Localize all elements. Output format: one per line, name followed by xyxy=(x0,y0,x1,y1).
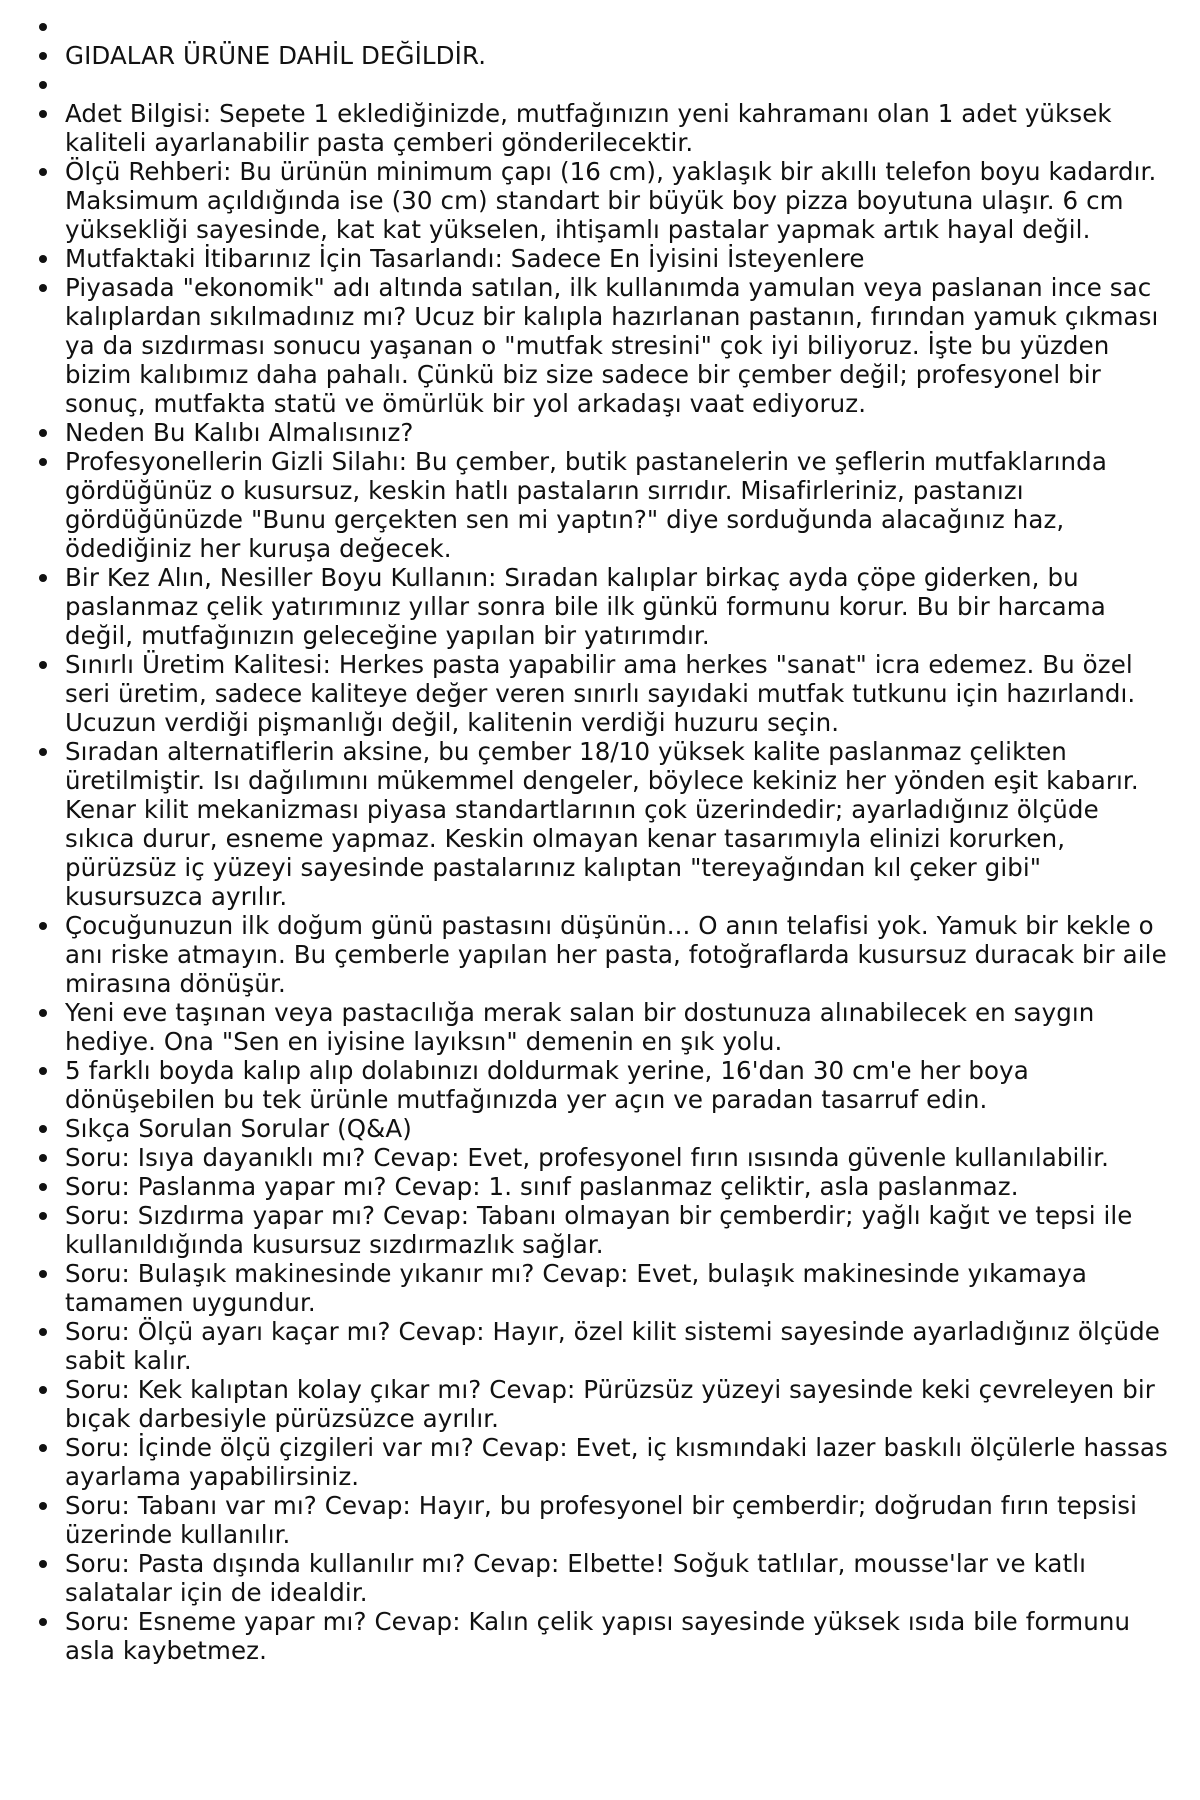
list-item-generational-use: Bir Kez Alın, Nesiller Boyu Kullanın: Sıradan kalıplar birkaç ayda çöpe giderken, bu paslanmaz çelik yatırımınız yıllar sonra bile ilk günkü formunu korur. Bu bir harcama değil, mutfağınızın geleceğine yapılan bir yatırımdır. xyxy=(65,563,1170,650)
list-item-material-features: Sıradan alternatiflerin aksine, bu çember 18/10 yüksek kalite paslanmaz çelikten üretilmiştir. Isı dağılımını mükemmel dengeler, böylece kekiniz her yönden eşit kabarır. Kenar kilit mekanizması piyasa standartlarının çok üzerindedir; ayarladığınız ölçüde sıkıca durur, esneme yapmaz. Keskin olmayan kenar tasarımıyla elinizi korurken, pürüzsüz iç yüzeyi sayesinde pastalarınız kalıptan "tereyağından kıl çeker gibi" kusursuzca ayrılır. xyxy=(65,737,1170,911)
faq-item-leakage: Soru: Sızdırma yapar mı? Cevap: Tabanı olmayan bir çemberdir; yağlı kağıt ve tepsi ile kullanıldığında kusursuz sızdırmazlık sağlar. xyxy=(65,1201,1170,1259)
list-item-market-comparison: Piyasada "ekonomik" adı altında satılan, ilk kullanımda yamulan veya paslanan ince sac kalıplardan sıkılmadınız mı? Ucuz bir kalıpla hazırlanan pastanın, fırından yamuk çıkması ya da sızdırması sonucu yaşanan o "mutfak stresini" çok iyi biliyoruz. İşte bu yüzden bizim kalıbımız daha pahalı. Çünkü biz size sadece bir çember değil; profesyonel bir sonuç, mutfakta statü ve ömürlük bir yol arkadaşı vaat ediyoruz. xyxy=(65,273,1170,418)
list-item-limited-production: Sınırlı Üretim Kalitesi: Herkes pasta yapabilir ama herkes "sanat" icra edemez. Bu özel seri üretim, sadece kaliteye değer veren sınırlı sayıdaki mutfak tutkunu için hazırlandı. Ucuzun verdiği pişmanlığı değil, kalitenin verdiği huzuru seçin. xyxy=(65,650,1170,737)
list-item-professional-secret: Profesyonellerin Gizli Silahı: Bu çember, butik pastanelerin ve şeflerin mutfaklarında gördüğünüz o kusursuz, keskin hatlı pastaların sırrıdır. Misafirleriniz, pastanızı gördüğünüzde "Bunu gerçekten sen mi yaptın?" diye sorduğunda alacağınız haz, ödediğiniz her kuruşa değecek. xyxy=(65,447,1170,563)
faq-item-flexing: Soru: Esneme yapar mı? Cevap: Kalın çelik yapısı sayesinde yüksek ısıda bile formunu asla kaybetmez. xyxy=(65,1607,1170,1665)
list-item-empty xyxy=(65,12,1170,41)
faq-item-measure-lines: Soru: İçinde ölçü çizgileri var mı? Cevap: Evet, iç kısmındaki lazer baskılı ölçülerle hassas ayarlama yapabilirsiniz. xyxy=(65,1433,1170,1491)
faq-item-size-lock: Soru: Ölçü ayarı kaçar mı? Cevap: Hayır, özel kilit sistemi sayesinde ayarladığınız ölçüde sabit kalır. xyxy=(65,1317,1170,1375)
list-item-gift-idea: Yeni eve taşınan veya pastacılığa merak salan bir dostunuza alınabilecek en saygın hediye. Ona "Sen en iyisine layıksın" demenin en şık yolu. xyxy=(65,998,1170,1056)
faq-item-rust: Soru: Paslanma yapar mı? Cevap: 1. sınıf paslanmaz çeliktir, asla paslanmaz. xyxy=(65,1172,1170,1201)
description-bullet-list xyxy=(35,12,1170,1665)
list-item-space-saving: 5 farklı boyda kalıp alıp dolabınızı doldurmak yerine, 16'dan 30 cm'e her boya dönüşebilen bu tek ürünle mutfağınızda yer açın ve paradan tasarruf edin. xyxy=(65,1056,1170,1114)
faq-item-cake-release: Soru: Kek kalıptan kolay çıkar mı? Cevap: Pürüzsüz yüzeyi sayesinde keki çevreleyen bir bıçak darbesiyle pürüzsüzce ayrılır. xyxy=(65,1375,1170,1433)
faq-item-other-uses: Soru: Pasta dışında kullanılır mı? Cevap: Elbette! Soğuk tatlılar, mousse'lar ve katlı salatalar için de idealdir. xyxy=(65,1549,1170,1607)
list-item-size-guide: Ölçü Rehberi: Bu ürünün minimum çapı (16 cm), yaklaşık bir akıllı telefon boyu kadardır. Maksimum açıldığında ise (30 cm) standart bir büyük boy pizza boyutuna ulaşır. 6 cm yüksekliği sayesinde, kat kat yükselen, ihtişamlı pastalar yapmak artık hayal değil. xyxy=(65,157,1170,244)
list-item-heading-why-buy: Neden Bu Kalıbı Almalısınız? xyxy=(65,418,1170,447)
list-item-quantity-info: Adet Bilgisi: Sepete 1 eklediğinizde, mutfağınızın yeni kahramanı olan 1 adet yüksek kaliteli ayarlanabilir pasta çemberi gönderilecektir. xyxy=(65,99,1170,157)
list-item-food-not-included: GIDALAR ÜRÜNE DAHİL DEĞİLDİR. xyxy=(65,41,1170,70)
faq-item-heat-resistance: Soru: Isıya dayanıklı mı? Cevap: Evet, profesyonel fırın ısısında güvenle kullanılabilir. xyxy=(65,1143,1170,1172)
list-item-heading-reputation: Mutfaktaki İtibarınız İçin Tasarlandı: Sadece En İyisini İsteyenlere xyxy=(65,244,1170,273)
list-item-birthday-cake: Çocuğunuzun ilk doğum günü pastasını düşünün... O anın telafisi yok. Yamuk bir kekle o anı riske atmayın. Bu çemberle yapılan her pasta, fotoğraflarda kusursuz duracak bir aile mirasına dönüşür. xyxy=(65,911,1170,998)
faq-item-dishwasher: Soru: Bulaşık makinesinde yıkanır mı? Cevap: Evet, bulaşık makinesinde yıkamaya tamamen uygundur. xyxy=(65,1259,1170,1317)
list-item-empty xyxy=(65,70,1170,99)
faq-item-base: Soru: Tabanı var mı? Cevap: Hayır, bu profesyonel bir çemberdir; doğrudan fırın tepsisi üzerinde kullanılır. xyxy=(65,1491,1170,1549)
list-item-heading-faq: Sıkça Sorulan Sorular (Q&A) xyxy=(65,1114,1170,1143)
